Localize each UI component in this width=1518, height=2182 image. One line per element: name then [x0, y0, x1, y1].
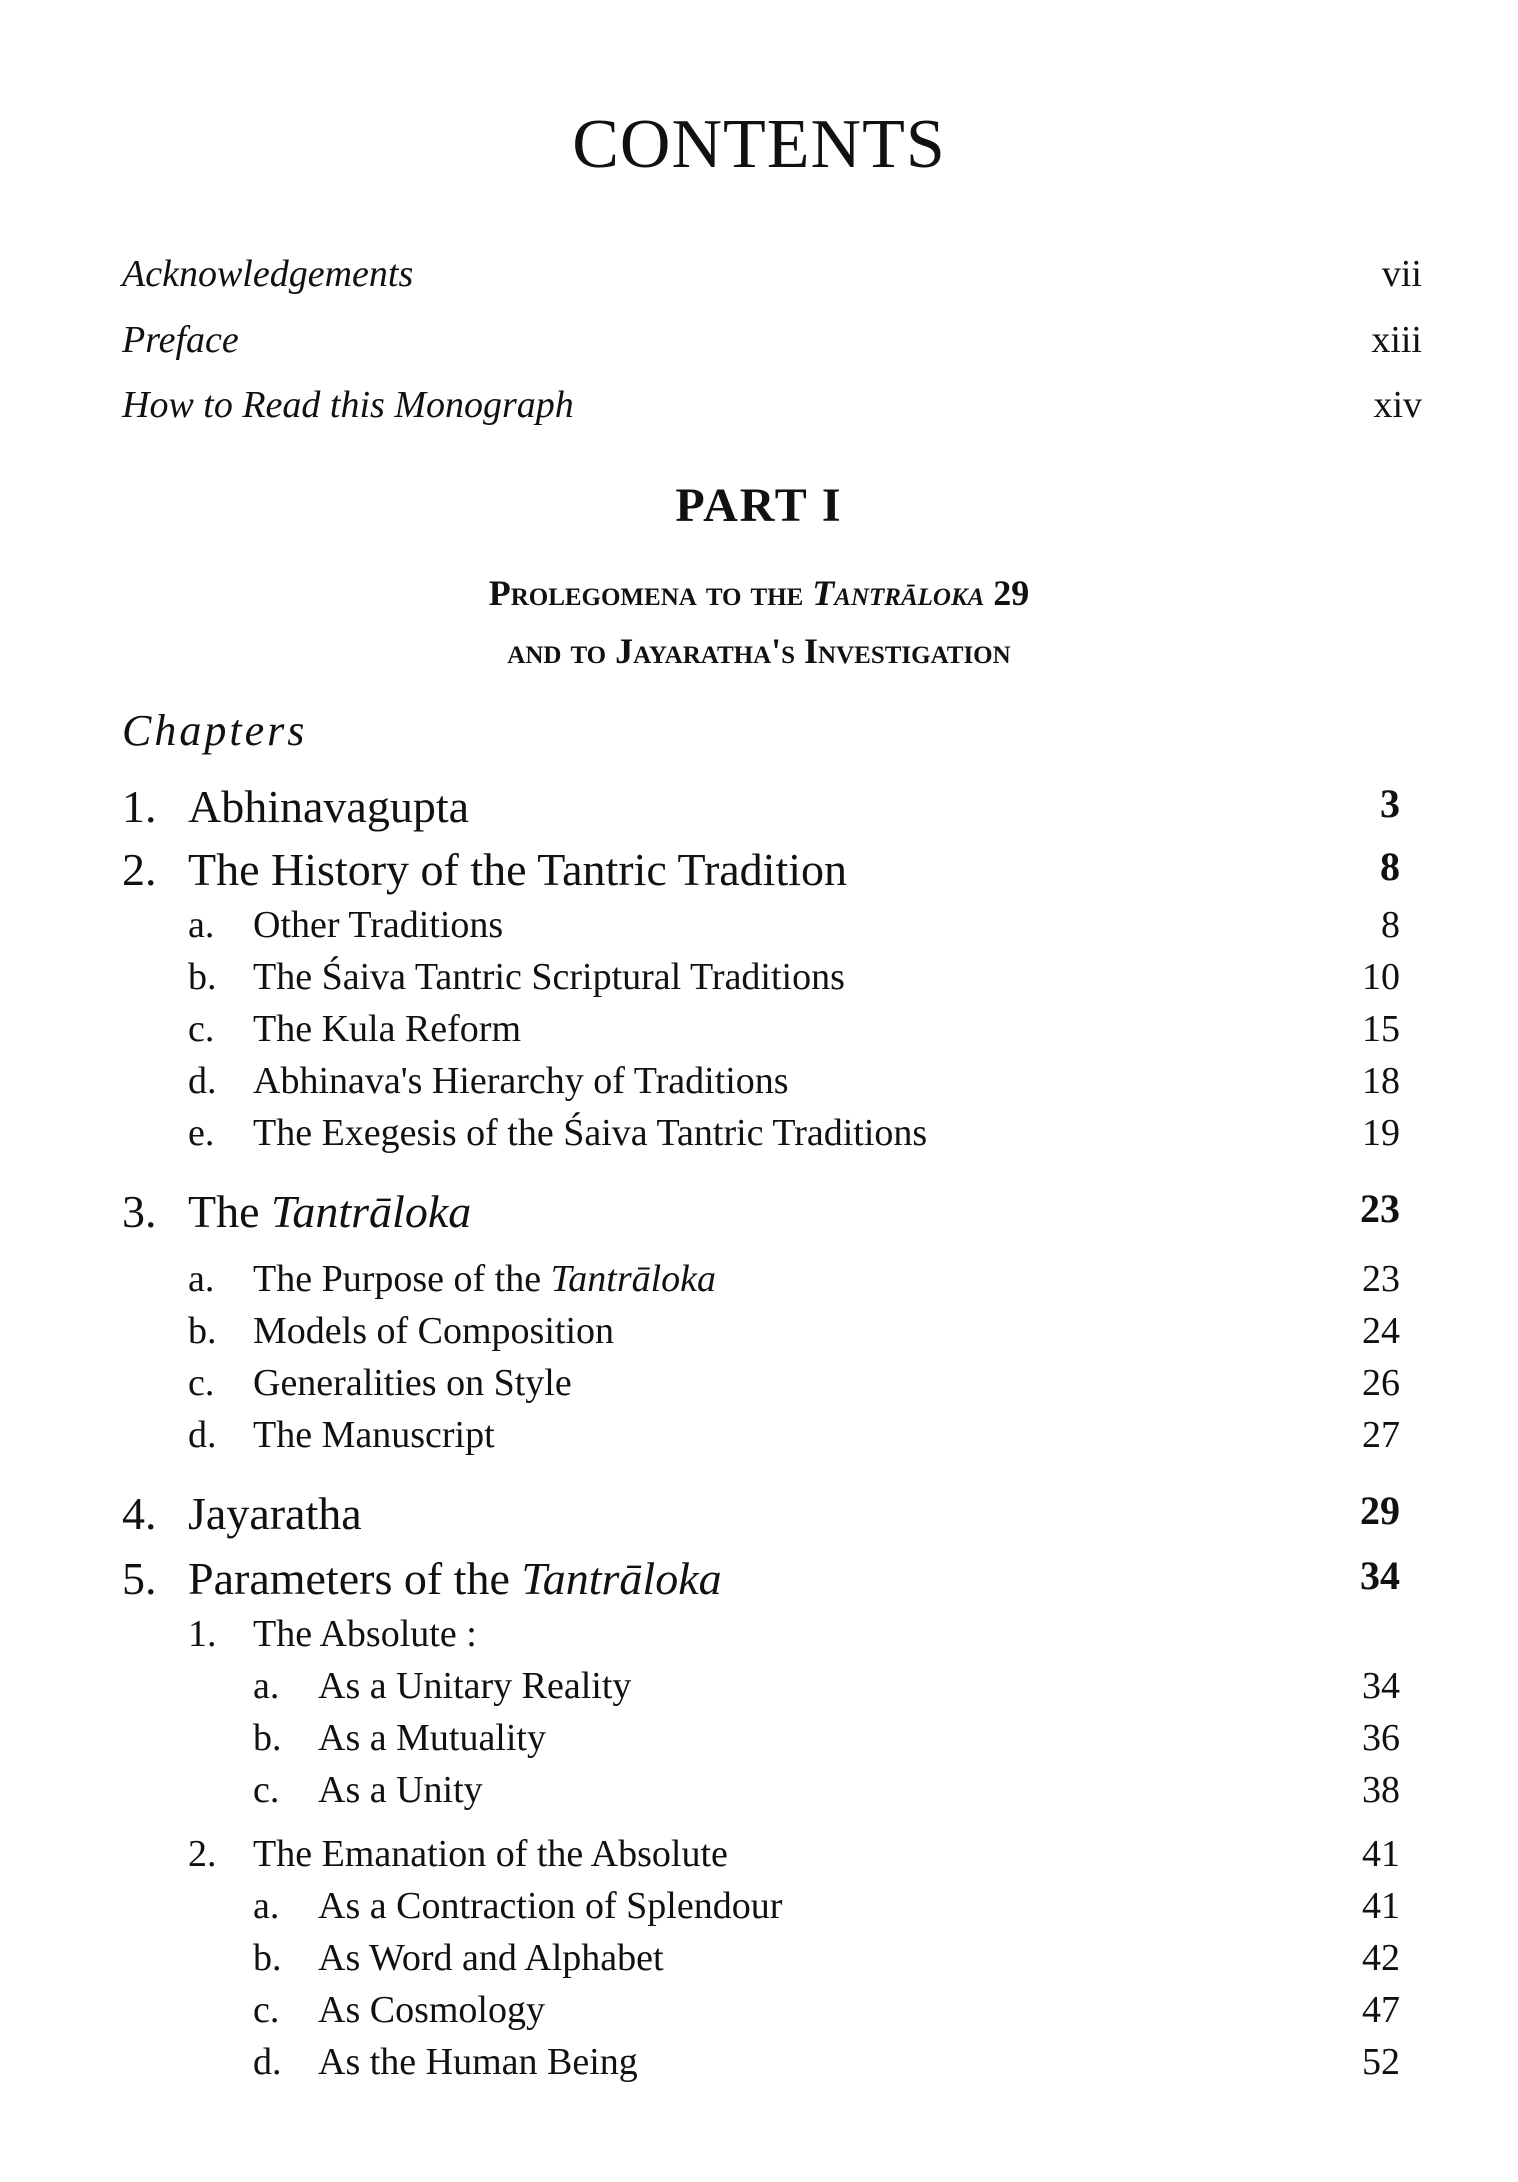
toc-page: 10	[1362, 956, 1400, 998]
toc-page: 24	[1362, 1310, 1400, 1352]
toc-num: 3.	[122, 1186, 157, 1237]
toc-page: 34	[1362, 1665, 1400, 1707]
toc-page: 23	[1362, 1258, 1400, 1300]
toc-label: As a Unity	[318, 1769, 483, 1811]
toc-page: 41	[1362, 1885, 1400, 1927]
toc-label: The History of the Tantric Tradition	[188, 844, 848, 895]
toc-num: d.	[188, 1414, 217, 1456]
toc-page: vii	[1381, 253, 1422, 295]
toc-page: 3	[1380, 781, 1400, 826]
toc-label: Generalities on Style	[253, 1362, 572, 1404]
toc-label-prefix: The	[188, 1186, 272, 1237]
part-heading: PART I	[675, 479, 843, 532]
toc-label: Models of Composition	[253, 1310, 615, 1352]
toc-label: As Word and Alphabet	[318, 1937, 664, 1979]
toc-label: Jayaratha	[188, 1488, 362, 1539]
part-subtitle-page: 29	[993, 573, 1030, 613]
toc-page: xiii	[1371, 319, 1422, 361]
toc-page: 36	[1362, 1717, 1400, 1759]
toc-page: 8	[1380, 844, 1400, 889]
toc-label-prefix: Parameters of the	[188, 1553, 522, 1604]
toc-num: e.	[188, 1112, 215, 1154]
toc-num: a.	[253, 1665, 280, 1707]
toc-num: a.	[253, 1885, 280, 1927]
toc-label: Preface	[122, 319, 239, 361]
toc-page: 27	[1362, 1414, 1400, 1456]
toc-page: 8	[1381, 904, 1400, 946]
toc-label	[188, 1552, 722, 1605]
toc-page: 41	[1362, 1833, 1400, 1875]
toc-num: 2.	[122, 844, 157, 895]
toc-label	[188, 1185, 471, 1238]
toc-label: The Absolute :	[253, 1613, 477, 1655]
toc-label: The Śaiva Tantric Scriptural Traditions	[253, 956, 845, 998]
toc-label: Abhinava's Hierarchy of Traditions	[253, 1060, 789, 1102]
toc-label: As a Contraction of Splendour	[318, 1885, 783, 1927]
toc-num: b.	[253, 1717, 282, 1759]
toc-label-title: Tantrāloka	[521, 1553, 722, 1604]
toc-page: 23	[1360, 1186, 1400, 1231]
toc-front-acknowledgements[interactable]	[122, 252, 1422, 296]
toc-page: 15	[1362, 1008, 1400, 1050]
toc-label: The Emanation of the Absolute	[253, 1833, 728, 1875]
toc-label-title: Tantrāloka	[550, 1258, 717, 1300]
toc-page: 42	[1362, 1937, 1400, 1979]
toc-page: 29	[1360, 1488, 1400, 1533]
toc-page: xiv	[1373, 384, 1422, 426]
toc-num: b.	[188, 956, 217, 998]
toc-label: As a Mutuality	[318, 1717, 546, 1759]
toc-num: d.	[253, 2041, 282, 2083]
toc-label: As Cosmology	[318, 1989, 545, 2031]
toc-page: 38	[1362, 1769, 1400, 1811]
toc-label	[253, 1257, 716, 1301]
toc-label: Other Traditions	[253, 904, 504, 946]
toc-num: b.	[188, 1310, 217, 1352]
chapters-heading: Chapters	[122, 706, 308, 755]
toc-label: The Kula Reform	[253, 1008, 522, 1050]
toc-num: d.	[188, 1060, 217, 1102]
toc-num: c.	[253, 1989, 280, 2031]
toc-page: 26	[1362, 1362, 1400, 1404]
part-subtitle-line2: and to Jayaratha's Investigation	[507, 631, 1011, 671]
toc-page: 19	[1362, 1112, 1400, 1154]
toc-label: As a Unitary Reality	[318, 1665, 632, 1707]
toc-num: c.	[188, 1008, 215, 1050]
toc-label: The Exegesis of the Śaiva Tantric Traditions	[253, 1112, 928, 1154]
toc-page: 52	[1362, 2041, 1400, 2083]
toc-num: 1.	[188, 1613, 217, 1655]
toc-page: 47	[1362, 1989, 1400, 2031]
toc-num: 5.	[122, 1553, 157, 1604]
toc-label: Acknowledgements	[122, 253, 414, 295]
toc-label: How to Read this Monograph	[122, 384, 574, 426]
toc-label-title: Tantrāloka	[271, 1186, 472, 1237]
part-subtitle-title: Tantrāloka	[812, 573, 985, 613]
toc-front-preface[interactable]	[122, 318, 1422, 362]
toc-page: 18	[1362, 1060, 1400, 1102]
toc-num: c.	[188, 1362, 215, 1404]
toc-label-prefix: The Purpose of the	[253, 1258, 551, 1300]
toc-num: 2.	[188, 1833, 217, 1875]
toc-label: Abhinavagupta	[188, 781, 470, 832]
page-title: CONTENTS	[572, 106, 946, 183]
toc-num: a.	[188, 904, 215, 946]
toc-num: b.	[253, 1937, 282, 1979]
toc-num: c.	[253, 1769, 280, 1811]
toc-page: 34	[1360, 1553, 1400, 1598]
toc-front-how-to-read[interactable]	[122, 383, 1422, 427]
part-subtitle-line1	[0, 572, 1518, 614]
toc-num: 4.	[122, 1488, 157, 1539]
part-subtitle-prefix: Prolegomena to the	[488, 573, 813, 613]
toc-label: The Manuscript	[253, 1414, 495, 1456]
toc-label: As the Human Being	[318, 2041, 638, 2083]
toc-num: a.	[188, 1258, 215, 1300]
toc-num: 1.	[122, 781, 157, 832]
